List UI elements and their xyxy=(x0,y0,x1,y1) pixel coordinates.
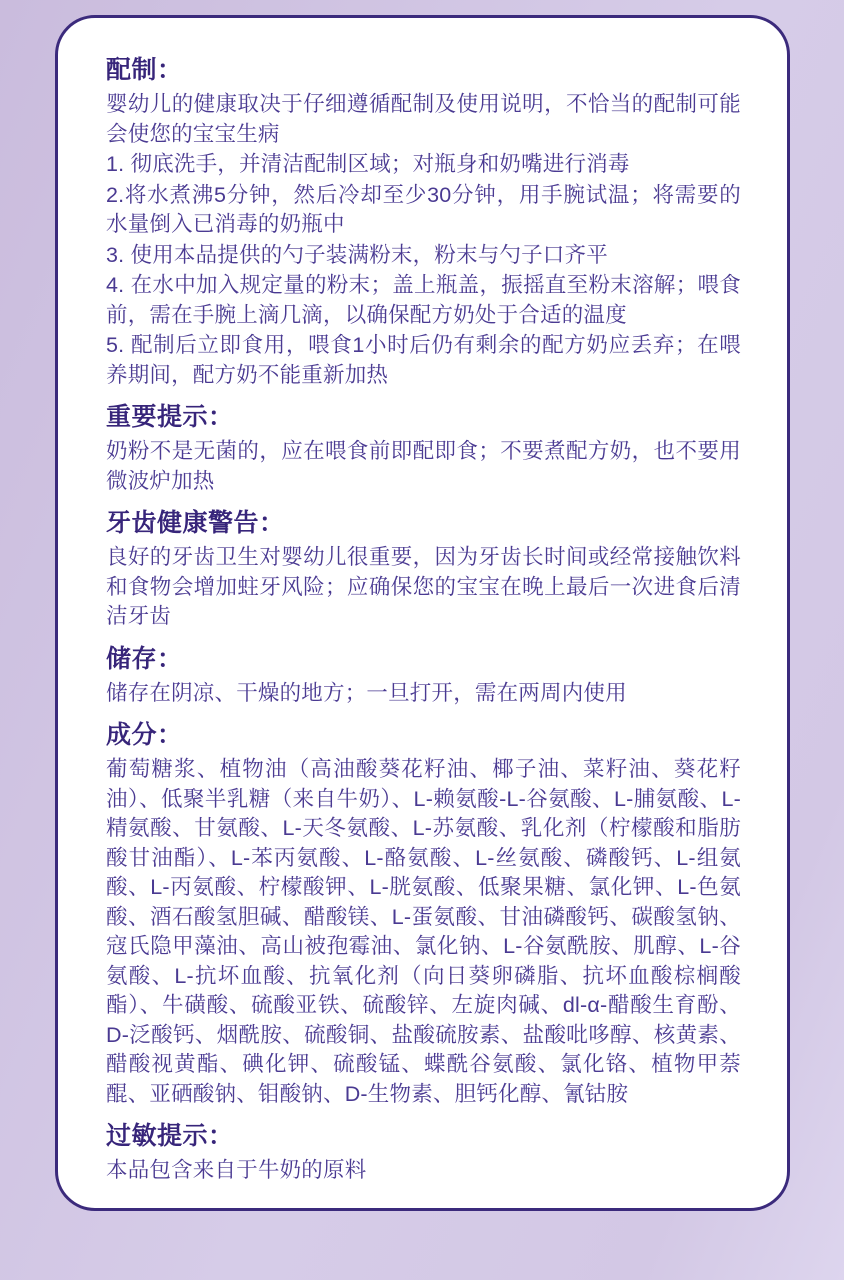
section-important-note xyxy=(106,401,741,496)
section-dental-warning xyxy=(106,507,741,632)
preparation-step-1: 1. 彻底洗手，并清洁配制区域；对瓶身和奶嘴进行消毒 xyxy=(106,152,630,176)
section-allergy-note xyxy=(106,1120,741,1186)
preparation-intro: 婴幼儿的健康取决于仔细遵循配制及使用说明，不恰当的配制可能会使您的宝宝生病 xyxy=(106,92,741,146)
section-preparation xyxy=(106,54,741,390)
section-ingredients xyxy=(106,719,741,1109)
product-info-card xyxy=(55,15,790,1211)
important-note-text: 奶粉不是无菌的，应在喂食前即配即食；不要煮配方奶，也不要用微波炉加热 xyxy=(106,439,741,493)
preparation-step-2: 2.将水煮沸5分钟，然后冷却至少30分钟，用手腕试温；将需要的水量倒入已消毒的奶瓶中 xyxy=(106,182,741,236)
preparation-step-5: 5. 配制后立即食用，喂食1小时后仍有剩余的配方奶应丢弃；在喂养期间，配方奶不能重新加热 xyxy=(106,333,741,387)
storage-heading: 储存： xyxy=(106,644,183,673)
important-note-heading: 重要提示： xyxy=(106,403,234,431)
preparation-step-4: 4. 在水中加入规定量的粉末；盖上瓶盖，振摇直至粉末溶解；喂食前，需在手腕上滴几滴，以确保配方奶处于合适的温度 xyxy=(106,273,741,327)
preparation-step-3: 3. 使用本品提供的勺子装满粉末，粉末与勺子口齐平 xyxy=(106,242,608,267)
storage-text: 储存在阴凉、干燥的地方；一旦打开，需在两周内使用 xyxy=(106,680,627,705)
allergy-note-heading: 过敏提示： xyxy=(106,1122,234,1150)
dental-warning-heading: 牙齿健康警告： xyxy=(106,509,285,537)
allergy-note-text: 本品包含来自于牛奶的原料 xyxy=(106,1158,367,1182)
preparation-heading: 配制： xyxy=(106,56,183,84)
ingredients-heading: 成分： xyxy=(106,721,183,749)
section-storage xyxy=(106,643,741,709)
ingredients-text: 葡萄糖浆、植物油（高油酸葵花籽油、椰子油、菜籽油、葵花籽油）、低聚半乳糖（来自牛奶）、L-赖氨酸-L-谷氨酸、L-脯氨酸、L-精氨酸、甘氨酸、L-天冬氨酸、L-苏氨酸、乳化剂（柠檬酸和脂肪酸甘油酯）、L-苯丙氨酸、L-酪氨酸、L-丝氨酸、磷酸钙、L-组氨酸、L-丙氨酸、柠檬酸钾、L-胱氨酸、低聚果糖、氯化钾、L-色氨酸、酒石酸氢胆碱、醋酸镁、L-蛋氨酸、甘油磷酸钙、碳酸氢钠、寇氏隐甲藻油、高山被孢霉油、氯化钠、L-谷氨酰胺、肌醇、L-谷氨酸、L-抗坏血酸、抗氧化剂（向日葵卵磷脂、抗坏血酸棕榈酸酯）、牛磺酸、硫酸亚铁、硫酸锌、左旋肉碱、dl-α-醋酸生育酚、D-泛酸钙、烟酰胺、硫酸铜、盐酸硫胺素、盐酸吡哆醇、核黄素、醋酸视黄酯、碘化钾、硫酸锰、蝶酰谷氨酸、氯化铬、植物甲萘醌、亚硒酸钠、钼酸钠、D-生物素、胆钙化醇、氰钴胺 xyxy=(106,757,741,1106)
dental-warning-text: 良好的牙齿卫生对婴幼儿很重要，因为牙齿长时间或经常接触饮料和食物会增加蛀牙风险；应确保您的宝宝在晚上最后一次进食后清洁牙齿 xyxy=(106,545,741,628)
